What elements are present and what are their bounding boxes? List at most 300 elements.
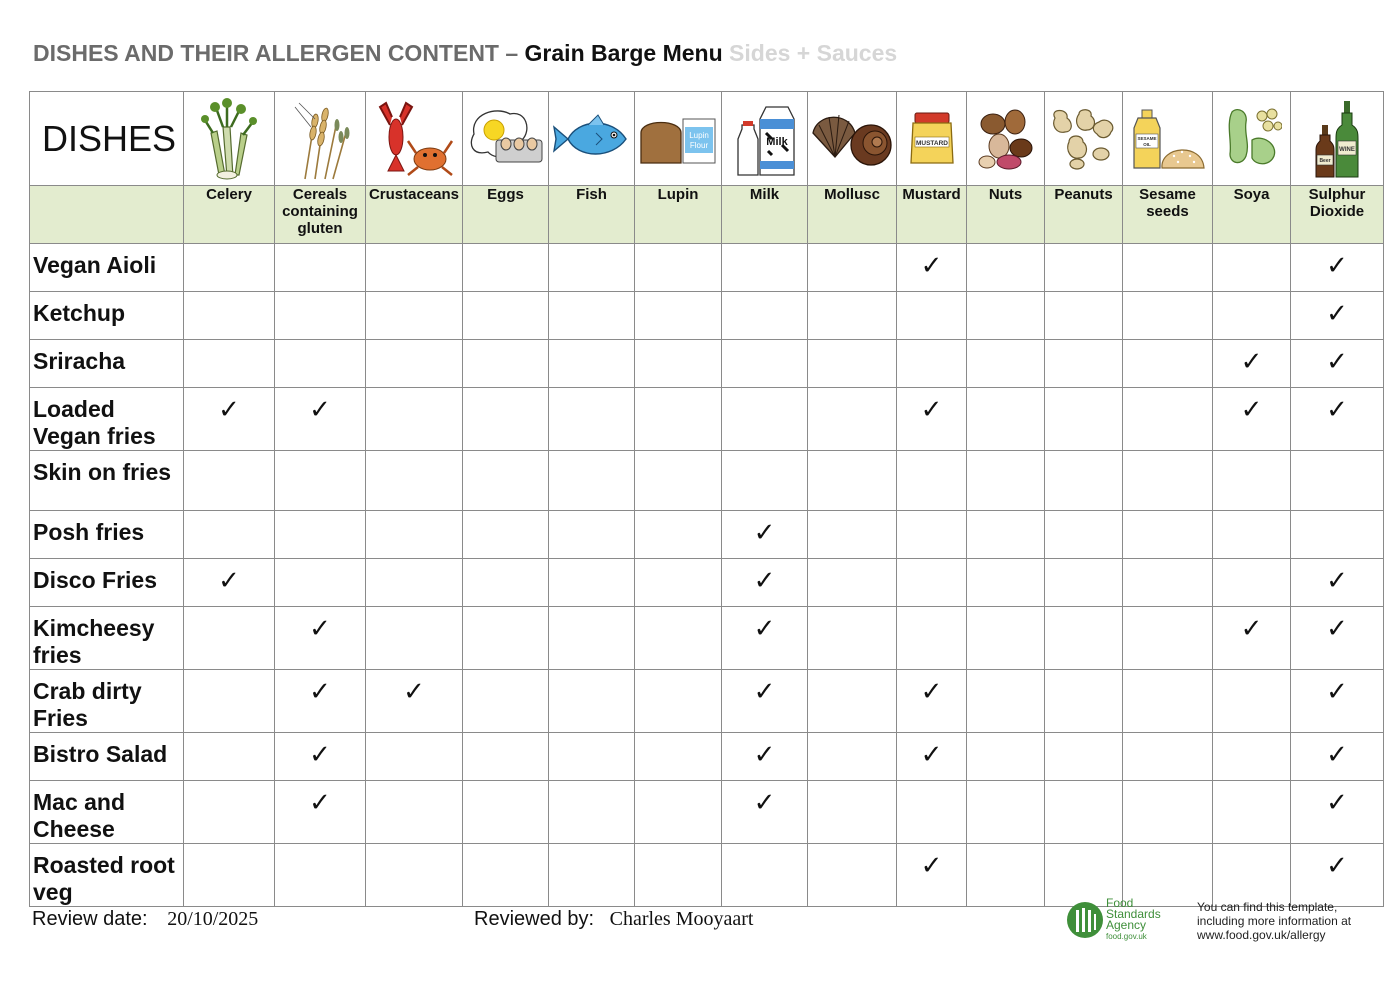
allergen-cell [1291, 844, 1384, 907]
allergen-icon-cell [897, 92, 967, 186]
allergen-cell [722, 607, 808, 670]
check-mark-icon: ✓ [920, 850, 943, 880]
allergen-icon-cell [549, 92, 635, 186]
template-info-line: including more information at [1197, 914, 1352, 928]
allergen-cell [897, 388, 967, 451]
table-row [30, 733, 1384, 781]
check-mark-icon: ✓ [1326, 298, 1348, 328]
allergen-cell [1123, 451, 1213, 511]
allergen-cell [897, 733, 967, 781]
allergen-cell [722, 511, 808, 559]
allergen-cell [722, 388, 808, 451]
allergen-label: Peanuts [1045, 186, 1123, 244]
allergen-cell [1213, 340, 1291, 388]
allergen-label: Cereals containing gluten [275, 186, 366, 244]
allergen-cell [1213, 607, 1291, 670]
allergen-cell [897, 292, 967, 340]
allergen-cell [808, 733, 897, 781]
svg-text:WINE: WINE [1339, 146, 1355, 153]
allergen-cell [635, 733, 722, 781]
reviewed-by [474, 908, 753, 931]
allergen-cell [1123, 340, 1213, 388]
allergen-cell [897, 244, 967, 292]
allergen-cell [1213, 292, 1291, 340]
check-mark-icon: ✓ [1326, 394, 1348, 424]
check-mark-icon: ✓ [309, 613, 331, 643]
allergen-cell [366, 451, 463, 511]
allergen-label-row [30, 186, 1384, 244]
table-row [30, 607, 1384, 670]
allergen-cell [366, 388, 463, 451]
svg-text:OIL: OIL [1142, 141, 1151, 147]
check-mark-icon: ✓ [1326, 613, 1348, 643]
allergen-cell [366, 844, 463, 907]
allergen-cell [722, 244, 808, 292]
allergen-cell [184, 670, 275, 733]
allergen-cell [808, 781, 897, 844]
table-row [30, 388, 1384, 451]
allergen-cell [275, 733, 366, 781]
allergen-cell [549, 781, 635, 844]
allergen-cell [1291, 340, 1384, 388]
dish-name-line: Disco Fries [33, 567, 157, 593]
dish-name-line: fries [33, 642, 82, 668]
allergen-cell [366, 670, 463, 733]
review-date-value: 20/10/2025 [167, 908, 259, 930]
allergen-cell [897, 559, 967, 607]
allergen-cell [808, 451, 897, 511]
allergen-cell [275, 781, 366, 844]
dish-name-line: Vegan fries [33, 423, 156, 449]
beer-wine-icon [1312, 99, 1362, 179]
allergen-cell [1045, 781, 1123, 844]
allergen-cell [897, 670, 967, 733]
allergen-cell [1213, 670, 1291, 733]
fsa-logo-line: Food [1106, 896, 1134, 910]
allergen-cell [1045, 340, 1123, 388]
allergen-cell [722, 559, 808, 607]
review-date-label: Review date: [32, 908, 148, 930]
milk-icon [732, 99, 798, 179]
dish-name [30, 340, 184, 388]
allergen-cell [722, 340, 808, 388]
lupin-flour-icon [637, 109, 719, 169]
allergen-cell [897, 844, 967, 907]
allergen-label: Nuts [967, 186, 1045, 244]
shells-icon [809, 109, 895, 169]
allergen-cell [967, 607, 1045, 670]
allergen-cell [275, 607, 366, 670]
check-mark-icon: ✓ [753, 676, 776, 706]
allergen-cell [1045, 670, 1123, 733]
check-mark-icon: ✓ [753, 613, 776, 643]
allergen-cell [1291, 292, 1384, 340]
check-mark-icon: ✓ [920, 676, 943, 706]
check-mark-icon: ✓ [920, 250, 943, 280]
page-title [33, 40, 897, 67]
allergen-icon-cell [1045, 92, 1123, 186]
sesame-oil-bun-icon [1130, 106, 1206, 172]
allergen-cell [897, 511, 967, 559]
allergen-icon-cell [722, 92, 808, 186]
allergen-cell [275, 670, 366, 733]
check-mark-icon: ✓ [218, 394, 240, 424]
allergen-cell [722, 781, 808, 844]
allergen-icon-cell [275, 92, 366, 186]
allergen-cell [635, 670, 722, 733]
allergen-cell [275, 292, 366, 340]
dishes-header: DISHES [30, 92, 184, 186]
table-row [30, 511, 1384, 559]
check-mark-icon: ✓ [753, 517, 776, 547]
allergen-cell [635, 388, 722, 451]
allergen-cell [463, 733, 549, 781]
allergen-icon-cell [1123, 92, 1213, 186]
dish-name-line: Vegan Aioli [33, 252, 157, 278]
check-mark-icon: ✓ [1240, 346, 1263, 376]
allergen-cell [1213, 733, 1291, 781]
allergen-cell [1213, 388, 1291, 451]
allergen-cell [1123, 733, 1213, 781]
allergen-cell [808, 292, 897, 340]
allergen-cell [1291, 244, 1384, 292]
allergen-cell [549, 733, 635, 781]
allergen-cell [967, 733, 1045, 781]
check-mark-icon: ✓ [1326, 850, 1348, 880]
dish-name-line: Cheese [33, 816, 115, 842]
allergen-cell [275, 451, 366, 511]
allergen-cell [635, 844, 722, 907]
dish-name-line: Roasted root [33, 852, 175, 878]
allergen-cell [1213, 511, 1291, 559]
dish-name [30, 292, 184, 340]
allergen-cell [1045, 607, 1123, 670]
lobster-crab-icon [374, 97, 454, 181]
check-mark-icon: ✓ [920, 739, 943, 769]
fsa-logo-line: Agency [1106, 918, 1147, 932]
allergen-cell [1123, 781, 1213, 844]
allergen-cell [967, 340, 1045, 388]
table-row [30, 340, 1384, 388]
eggs-icon [466, 104, 546, 174]
allergen-cell [1045, 451, 1123, 511]
fsa-logo-url: food.gov.uk [1106, 932, 1147, 941]
check-mark-icon: ✓ [309, 787, 331, 817]
dish-name-line: Crab dirty [33, 678, 142, 704]
nuts-icon [975, 106, 1037, 172]
allergen-cell [366, 607, 463, 670]
allergen-cell [635, 244, 722, 292]
allergen-cell [808, 844, 897, 907]
allergen-cell [1045, 559, 1123, 607]
allergen-icon-cell [967, 92, 1045, 186]
check-mark-icon: ✓ [1326, 346, 1348, 376]
allergen-cell [275, 244, 366, 292]
allergen-cell [549, 244, 635, 292]
allergen-cell [275, 559, 366, 607]
allergen-cell [967, 292, 1045, 340]
soya-icon [1222, 104, 1282, 174]
allergen-cell [722, 670, 808, 733]
check-mark-icon: ✓ [920, 394, 943, 424]
fsa-logo-line: Standards [1106, 907, 1161, 921]
allergen-cell [897, 340, 967, 388]
allergen-cell [1213, 559, 1291, 607]
allergen-cell [184, 559, 275, 607]
dish-name-line: Bistro Salad [33, 741, 168, 767]
allergen-cell [366, 733, 463, 781]
check-mark-icon: ✓ [753, 565, 776, 595]
allergen-cell [463, 451, 549, 511]
allergen-cell [967, 451, 1045, 511]
allergen-cell [463, 292, 549, 340]
wheat-icon [285, 97, 355, 181]
allergen-cell [967, 844, 1045, 907]
allergen-icon-row [30, 92, 1384, 186]
check-mark-icon: ✓ [1326, 787, 1348, 817]
dish-name-line: Ketchup [33, 300, 125, 326]
allergen-cell [275, 388, 366, 451]
allergen-cell [1291, 733, 1384, 781]
allergen-cell [549, 670, 635, 733]
allergen-cell [549, 340, 635, 388]
dish-name-line: Mac and [33, 789, 126, 815]
allergen-cell [1291, 670, 1384, 733]
allergen-cell [366, 292, 463, 340]
allergen-cell [1291, 559, 1384, 607]
allergen-cell [366, 559, 463, 607]
allergen-cell [366, 244, 463, 292]
allergen-cell [808, 340, 897, 388]
allergen-cell [184, 733, 275, 781]
allergen-cell [366, 511, 463, 559]
svg-text:Flour: Flour [689, 140, 709, 150]
mustard-jar-icon [907, 109, 957, 169]
allergen-icon-cell [635, 92, 722, 186]
allergen-cell [722, 451, 808, 511]
allergen-cell [635, 559, 722, 607]
peanuts-icon [1049, 108, 1119, 170]
allergen-cell [1291, 511, 1384, 559]
svg-text:Lupin: Lupin [689, 130, 709, 140]
allergen-cell [463, 844, 549, 907]
table-row [30, 451, 1384, 511]
table-row [30, 292, 1384, 340]
celery-icon [197, 97, 261, 181]
allergen-cell [1045, 511, 1123, 559]
allergen-cell [1045, 388, 1123, 451]
title-prefix: DISHES AND THEIR ALLERGEN CONTENT – [33, 40, 519, 66]
allergen-cell [635, 340, 722, 388]
allergen-cell [463, 244, 549, 292]
dish-name-line: Sriracha [33, 348, 126, 374]
table-row [30, 844, 1384, 907]
allergen-icon-cell [366, 92, 463, 186]
allergen-cell [808, 244, 897, 292]
allergen-cell [808, 670, 897, 733]
allergen-cell [722, 733, 808, 781]
allergen-cell [808, 607, 897, 670]
allergen-cell [808, 559, 897, 607]
allergen-cell [549, 607, 635, 670]
allergen-label: Sulphur Dioxide [1291, 186, 1384, 244]
allergen-cell [184, 388, 275, 451]
food-standards-agency-logo [1066, 896, 1166, 946]
allergen-cell [1123, 607, 1213, 670]
allergen-icon-cell [1213, 92, 1291, 186]
check-mark-icon: ✓ [403, 676, 425, 706]
label-row-spacer [30, 186, 184, 244]
table-row [30, 781, 1384, 844]
dish-name-line: Fries [33, 705, 88, 731]
allergen-cell [1045, 733, 1123, 781]
allergen-icon-cell [808, 92, 897, 186]
allergen-cell [463, 388, 549, 451]
allergen-cell [897, 451, 967, 511]
allergen-cell [635, 511, 722, 559]
svg-text:Milk: Milk [765, 135, 788, 148]
allergen-cell [549, 292, 635, 340]
svg-text:MUSTARD: MUSTARD [915, 139, 948, 147]
allergen-cell [366, 340, 463, 388]
allergen-cell [184, 451, 275, 511]
check-mark-icon: ✓ [1240, 613, 1263, 643]
allergen-cell [1123, 244, 1213, 292]
check-mark-icon: ✓ [1326, 739, 1348, 769]
allergen-label: Crustaceans [366, 186, 463, 244]
svg-text:Beer: Beer [1319, 157, 1331, 164]
review-date [32, 908, 258, 931]
allergen-cell [635, 781, 722, 844]
allergen-cell [275, 511, 366, 559]
allergen-cell [1291, 607, 1384, 670]
allergen-label: Mustard [897, 186, 967, 244]
allergen-cell [463, 607, 549, 670]
allergen-cell [275, 340, 366, 388]
template-info-url[interactable]: www.food.gov.uk/allergy [1197, 928, 1326, 942]
allergen-cell [722, 844, 808, 907]
reviewed-by-value: Charles Mooyaart [609, 908, 754, 930]
dish-name [30, 388, 184, 451]
allergen-cell [366, 781, 463, 844]
allergen-cell [184, 244, 275, 292]
check-mark-icon: ✓ [753, 787, 776, 817]
allergen-cell [1123, 388, 1213, 451]
allergen-cell [1123, 670, 1213, 733]
allergen-cell [463, 781, 549, 844]
check-mark-icon: ✓ [1326, 250, 1348, 280]
check-mark-icon: ✓ [753, 739, 776, 769]
dish-name-line: Kimcheesy [33, 615, 155, 641]
dish-name [30, 607, 184, 670]
dish-name [30, 844, 184, 907]
fsa-emblem-icon [1066, 898, 1106, 942]
dish-name [30, 559, 184, 607]
allergen-cell [897, 781, 967, 844]
allergen-icon-cell [184, 92, 275, 186]
template-info [1197, 900, 1377, 942]
allergen-cell [635, 292, 722, 340]
check-mark-icon: ✓ [1240, 394, 1263, 424]
fsa-logo-text [1106, 898, 1161, 942]
dish-name-line: Posh fries [33, 519, 145, 545]
allergen-cell [635, 607, 722, 670]
allergen-cell [1045, 292, 1123, 340]
allergen-table [29, 91, 1384, 910]
allergen-icon-cell [463, 92, 549, 186]
allergen-cell [1291, 781, 1384, 844]
check-mark-icon: ✓ [1326, 565, 1348, 595]
allergen-cell [463, 559, 549, 607]
allergen-cell [808, 511, 897, 559]
allergen-cell [1213, 451, 1291, 511]
allergen-cell [967, 511, 1045, 559]
allergen-label: Lupin [635, 186, 722, 244]
allergen-cell [184, 781, 275, 844]
allergen-cell [722, 292, 808, 340]
template-info-line: You can find this template, [1197, 900, 1338, 914]
allergen-cell [463, 670, 549, 733]
allergen-label: Sesame seeds [1123, 186, 1213, 244]
allergen-cell [463, 511, 549, 559]
allergen-cell [549, 451, 635, 511]
dish-name [30, 511, 184, 559]
dish-name [30, 781, 184, 844]
allergen-cell [275, 844, 366, 907]
allergen-label: Fish [549, 186, 635, 244]
allergen-cell [184, 511, 275, 559]
allergen-cell [635, 451, 722, 511]
allergen-label: Mollusc [808, 186, 897, 244]
table-row [30, 244, 1384, 292]
allergen-cell [549, 388, 635, 451]
dish-name-line: Skin on fries [33, 459, 172, 485]
table-row [30, 670, 1384, 733]
allergen-cell [1213, 781, 1291, 844]
allergen-label: Celery [184, 186, 275, 244]
allergen-cell [1123, 559, 1213, 607]
dish-name [30, 451, 184, 511]
allergen-cell [967, 670, 1045, 733]
dish-name-line: Loaded [33, 396, 115, 422]
allergen-cell [184, 292, 275, 340]
reviewed-by-label: Reviewed by: [474, 908, 595, 930]
allergen-cell [1123, 511, 1213, 559]
allergen-cell [549, 511, 635, 559]
allergen-cell [1291, 388, 1384, 451]
dish-name [30, 733, 184, 781]
allergen-icon-cell [1291, 92, 1384, 186]
allergen-cell [808, 388, 897, 451]
allergen-cell [1123, 292, 1213, 340]
check-mark-icon: ✓ [1326, 676, 1348, 706]
allergen-label: Soya [1213, 186, 1291, 244]
allergen-cell [967, 388, 1045, 451]
allergen-cell [1213, 844, 1291, 907]
allergen-cell [967, 781, 1045, 844]
allergen-cell [1213, 244, 1291, 292]
allergen-cell [549, 559, 635, 607]
allergen-cell [967, 559, 1045, 607]
svg-text:SESAME: SESAME [1136, 135, 1157, 141]
dish-name-line: veg [33, 879, 73, 905]
allergen-cell [549, 844, 635, 907]
title-menu-name: Grain Barge Menu [524, 40, 723, 66]
allergen-cell [897, 607, 967, 670]
table-row [30, 559, 1384, 607]
allergen-cell [184, 844, 275, 907]
title-section: Sides + Sauces [729, 40, 898, 66]
